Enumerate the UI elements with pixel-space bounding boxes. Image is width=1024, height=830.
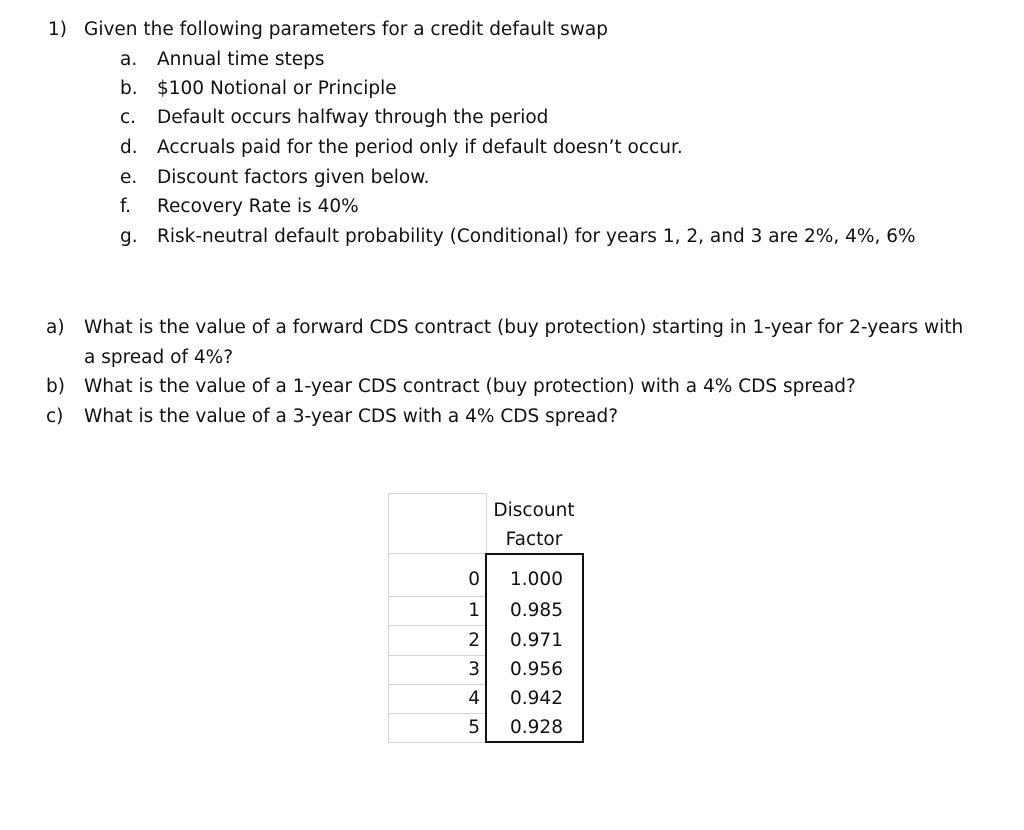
- discount-factor-table: [388, 493, 584, 743]
- subquestion-text: What is the value of a 1-year CDS contract (buy protection) with a 4% CDS spread?: [84, 376, 856, 397]
- table-header: Factor: [505, 529, 563, 550]
- grid-line: [388, 493, 486, 494]
- parameter-letter: e.: [120, 167, 138, 188]
- parameter-letter: f.: [120, 196, 132, 217]
- table-df-cell: 0.985: [510, 600, 563, 621]
- table-year-cell: 3: [468, 659, 480, 680]
- subquestion-letter: b): [46, 376, 65, 397]
- parameter-text: Default occurs halfway through the period: [157, 107, 549, 128]
- column-border: [485, 553, 584, 555]
- grid-line: [388, 684, 486, 685]
- grid-line: [388, 493, 389, 743]
- parameter-text: Recovery Rate is 40%: [157, 196, 359, 217]
- parameter-letter: b.: [120, 78, 138, 99]
- table-df-cell: 1.000: [510, 569, 563, 590]
- subquestion-text: What is the value of a 3-year CDS with a 4% CDS spread?: [84, 406, 619, 427]
- parameter-text: Discount factors given below.: [157, 167, 430, 188]
- subquestion-letter: a): [46, 317, 65, 338]
- parameter-text: Annual time steps: [157, 49, 325, 70]
- parameter-text: Accruals paid for the period only if default doesn’t occur.: [157, 137, 683, 158]
- table-year-cell: 2: [468, 630, 480, 651]
- subquestion-text: What is the value of a forward CDS contract (buy protection) starting in 1-year for 2-years with: [84, 317, 964, 338]
- parameter-letter: g.: [120, 226, 138, 247]
- table-header: Discount: [493, 500, 575, 521]
- table-year-cell: 4: [468, 688, 480, 709]
- column-border: [485, 741, 584, 743]
- subquestion-letter: c): [46, 406, 64, 427]
- table-df-cell: 0.928: [510, 717, 563, 738]
- table-df-cell: 0.956: [510, 659, 563, 680]
- grid-line: [388, 625, 486, 626]
- grid-line: [388, 742, 486, 743]
- column-border: [485, 553, 487, 743]
- grid-line: [388, 596, 486, 597]
- question-intro: Given the following parameters for a credit default swap: [84, 19, 609, 40]
- grid-line: [388, 655, 486, 656]
- parameter-text: Risk-neutral default probability (Conditional) for years 1, 2, and 3 are 2%, 4%, 6%: [157, 226, 916, 247]
- table-df-cell: 0.942: [510, 688, 563, 709]
- parameter-letter: a.: [120, 49, 138, 70]
- subquestion-text-continued: a spread of 4%?: [84, 347, 234, 368]
- table-year-cell: 5: [468, 717, 480, 738]
- grid-line: [388, 713, 486, 714]
- column-border: [582, 553, 584, 743]
- question-number: 1): [48, 19, 67, 40]
- parameter-text: $100 Notional or Principle: [157, 78, 397, 99]
- table-year-cell: 0: [468, 569, 480, 590]
- grid-line: [388, 553, 486, 554]
- table-df-cell: 0.971: [510, 630, 563, 651]
- parameter-letter: d.: [120, 137, 138, 158]
- parameter-letter: c.: [120, 107, 137, 128]
- table-year-cell: 1: [468, 600, 480, 621]
